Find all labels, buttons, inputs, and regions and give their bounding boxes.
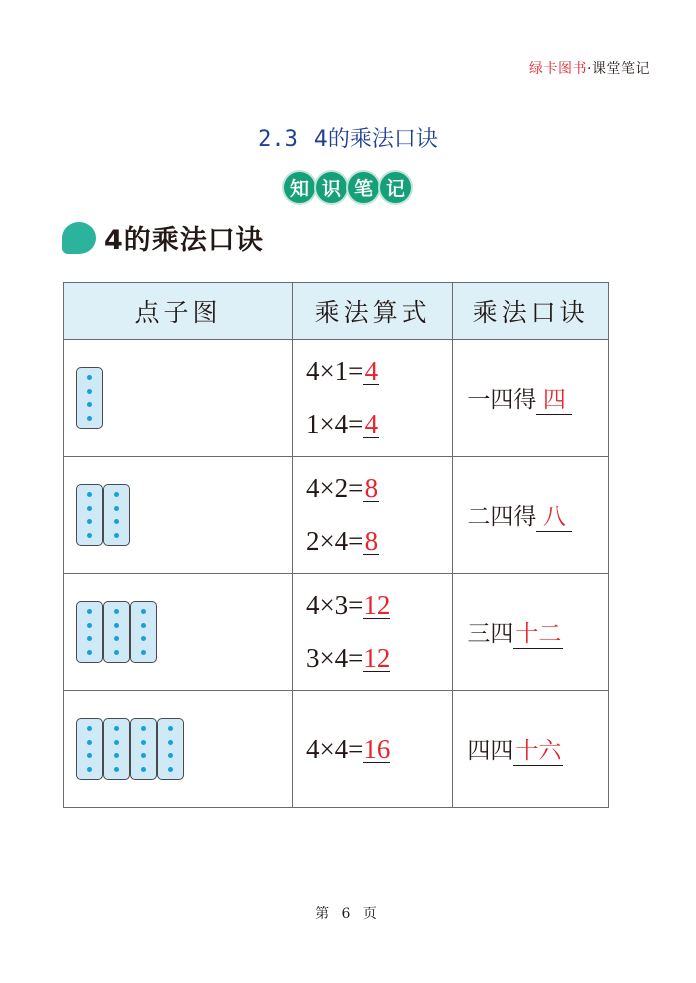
brand-series: ·课堂笔记 [587,61,650,77]
badge-char: 笔 [348,172,379,203]
equation [306,734,452,765]
dot-diagram-cell [64,457,293,574]
brand-label [529,58,650,78]
dot [114,740,119,745]
rhyme [453,615,608,649]
dot [87,650,92,655]
dot [114,726,119,731]
equation-expression: 1×4= [305,409,364,439]
badge-char: 知 [284,172,315,203]
table-row [64,457,609,574]
rhyme-cell [453,691,609,808]
header-equation: 乘法算式 [292,283,452,340]
rhyme-cell [453,457,609,574]
badge-char: 记 [380,172,411,203]
equation-expression: 4×4= [305,733,364,764]
equation [306,590,452,621]
dot-diagram [76,718,292,780]
rhyme [453,498,608,532]
dot [168,767,173,772]
dot [87,623,92,628]
dot [168,726,173,731]
page-number: 第 6 页 [315,906,381,922]
dot [141,767,146,772]
equation [306,356,452,387]
multiplication-table [63,282,609,808]
table-row [64,574,609,691]
rhyme-answer: 十二 [513,615,563,649]
header-dot-diagram: 点子图 [64,283,293,340]
section-heading [62,218,264,257]
equation-cell [292,574,452,691]
dot-group [76,367,103,429]
equation-answer: 12 [363,590,391,620]
dot [168,740,173,745]
dot-group [157,718,184,780]
dot-group [76,601,103,663]
dot [114,650,119,655]
rhyme-text: 三四 [467,621,514,647]
dot-diagram [76,484,292,546]
rhyme-answer: 十六 [513,732,563,766]
dot [87,740,92,745]
table-row [64,340,609,457]
dot-group [130,718,157,780]
dot [141,650,146,655]
rhyme-answer: 八 [536,498,572,532]
dot-group [76,484,103,546]
dot [87,636,92,641]
equation-cell [292,457,452,574]
header-rhyme: 乘法口诀 [453,283,609,340]
dot [114,506,119,511]
dot-group [76,718,103,780]
dot-group [103,718,130,780]
equation-answer: 8 [364,473,379,503]
dot [114,636,119,641]
dot [87,519,92,524]
dot [114,492,119,497]
rhyme-text: 二四得 [467,504,537,530]
equation-expression: 3×4= [305,643,364,673]
dot [114,767,119,772]
dot [114,533,119,538]
dot [87,506,92,511]
dot-group [130,601,157,663]
badge-char: 识 [316,172,347,203]
dot [114,623,119,628]
dot [87,389,92,394]
dot [141,740,146,745]
section-heading-text: 4的乘法口诀 [104,225,264,256]
dot [87,767,92,772]
rhyme-cell [453,574,609,691]
dot [87,753,92,758]
dot [141,609,146,614]
lesson-title-text: 4的乘法口诀 [313,127,438,152]
equation-answer: 4 [364,409,379,439]
equation-expression: 2×4= [305,526,364,556]
rhyme-answer: 四 [536,381,572,415]
brand-name: 绿卡图书 [529,61,588,77]
equation-expression: 4×3= [305,590,364,620]
table-header-row [64,283,609,340]
rhyme [453,732,608,766]
dot-group [103,484,130,546]
equation-cell [292,691,452,808]
equation [306,643,452,674]
equation [306,526,452,557]
dot-diagram-cell [64,574,293,691]
equation-answer: 4 [364,356,379,386]
equation-expression: 4×1= [305,356,364,386]
rhyme-cell [453,340,609,457]
equation-cell [292,340,452,457]
dot [87,492,92,497]
dot [87,416,92,421]
dot [87,533,92,538]
notes-badge [284,172,411,203]
rhyme-text: 四四 [467,738,514,764]
equation-expression: 4×2= [305,473,364,503]
equation-answer: 8 [364,526,379,556]
lesson-number: 2.3 [258,127,298,152]
speech-bubble-icon [62,222,96,254]
dot-diagram-cell [64,340,293,457]
dot [87,726,92,731]
dot [168,753,173,758]
equation-answer: 12 [363,643,391,673]
dot [87,609,92,614]
table-row [64,691,609,808]
dot-group [103,601,130,663]
dot [141,623,146,628]
dot [141,636,146,641]
equation-answer: 16 [363,733,391,764]
dot-diagram [76,367,292,429]
dot [141,726,146,731]
dot-diagram-cell [64,691,293,808]
equation [306,409,452,440]
dot [141,753,146,758]
dot-diagram [76,601,292,663]
dot [87,375,92,380]
lesson-title [0,122,696,153]
dot [114,609,119,614]
rhyme-text: 一四得 [467,387,537,413]
equation [306,473,452,504]
dot [114,753,119,758]
dot [114,519,119,524]
dot [87,402,92,407]
rhyme [453,381,608,415]
